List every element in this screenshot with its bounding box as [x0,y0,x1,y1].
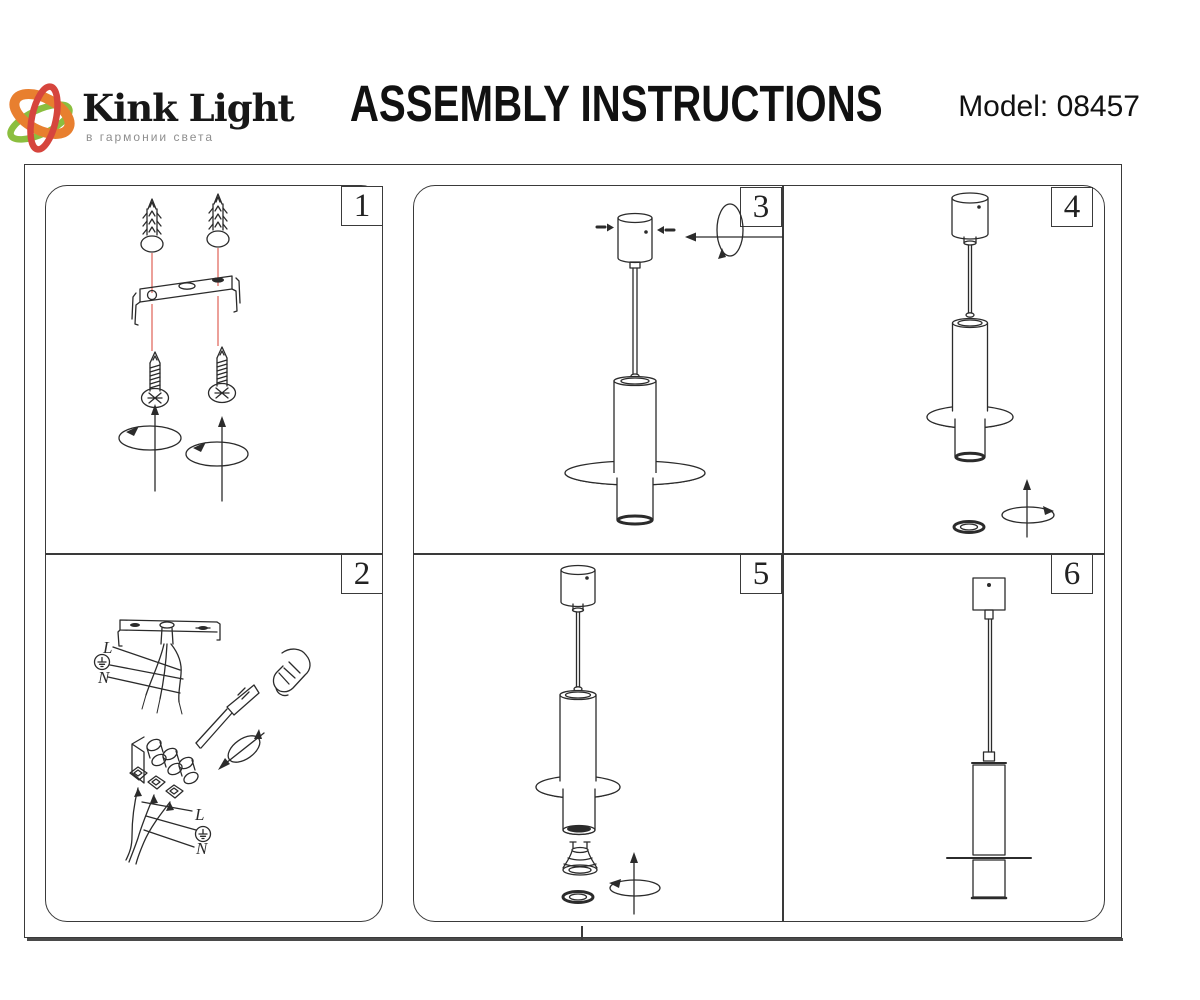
step-number-6: 6 [1051,554,1093,594]
rotation-arrow-icon [186,416,248,501]
wire-labels-bottom [142,802,211,858]
model-number: Model: 08457 [958,90,1140,123]
bottom-center-mark [581,926,583,940]
lamp-lower-cylinder [617,478,653,525]
brand-logo [6,74,294,160]
suspension-rod [966,245,974,317]
canopy-screw-icon [657,226,674,234]
step-5-drawing [413,552,783,922]
suspension-rod [630,262,640,378]
lamp-body [953,319,988,414]
rotation-arrow-icon [685,204,783,259]
wall-plug-icon [141,199,163,252]
retaining-ring-icon [563,892,593,903]
step-number-2: 2 [341,554,383,594]
hand-with-screwdriver-icon [196,649,310,748]
mains-wires [142,628,182,714]
wire-labels-top [95,638,184,693]
lamp-lower-cylinder [563,789,595,835]
step-2-drawing [46,552,383,922]
neutral-label: N [196,839,208,858]
screw-icon [209,347,236,403]
lamp-body [560,691,596,784]
gu10-bulb-icon [563,842,597,875]
step-4-drawing [783,185,1111,552]
neutral-label: N [98,668,110,687]
step-6-drawing [783,552,1111,922]
canopy-screw-icon [597,224,614,232]
lamp-wires [126,788,174,864]
pendant-canopy-icon [561,566,595,613]
step-number-3: 3 [740,187,782,227]
lamp-body [614,377,656,482]
live-label: L [103,638,113,657]
step-3-drawing [413,185,783,552]
wall-plug-icon [207,194,229,247]
step-number-4: 4 [1051,187,1093,227]
live-label: L [195,805,205,824]
kink-light-logo-icon [6,76,78,160]
terminal-block-icon [130,737,200,798]
suspension-cable [574,612,582,691]
step-number-1: 1 [341,186,383,226]
mounting-bracket-icon [118,620,220,646]
step-1-drawing [46,185,383,552]
rotation-arrow-icon [218,729,264,770]
pendant-canopy-icon [952,193,988,245]
screw-icon [142,352,169,408]
lamp-lower-cylinder [955,419,985,461]
retaining-ring-icon [954,522,984,533]
brand-tagline: в гармонии света [86,130,215,144]
page-title: ASSEMBLY INSTRUCTIONS [349,75,883,132]
sheet-border-shadow [27,938,1123,941]
brand-name: Kink Light [82,86,294,130]
rotation-arrow-icon [609,852,660,914]
mounting-bracket-icon [132,276,240,325]
rotation-arrow-icon [1002,479,1054,537]
rotation-arrow-icon [119,404,181,491]
step-number-5: 5 [740,554,782,594]
pendant-canopy-icon [618,214,652,263]
assembled-pendant-icon [947,578,1031,898]
